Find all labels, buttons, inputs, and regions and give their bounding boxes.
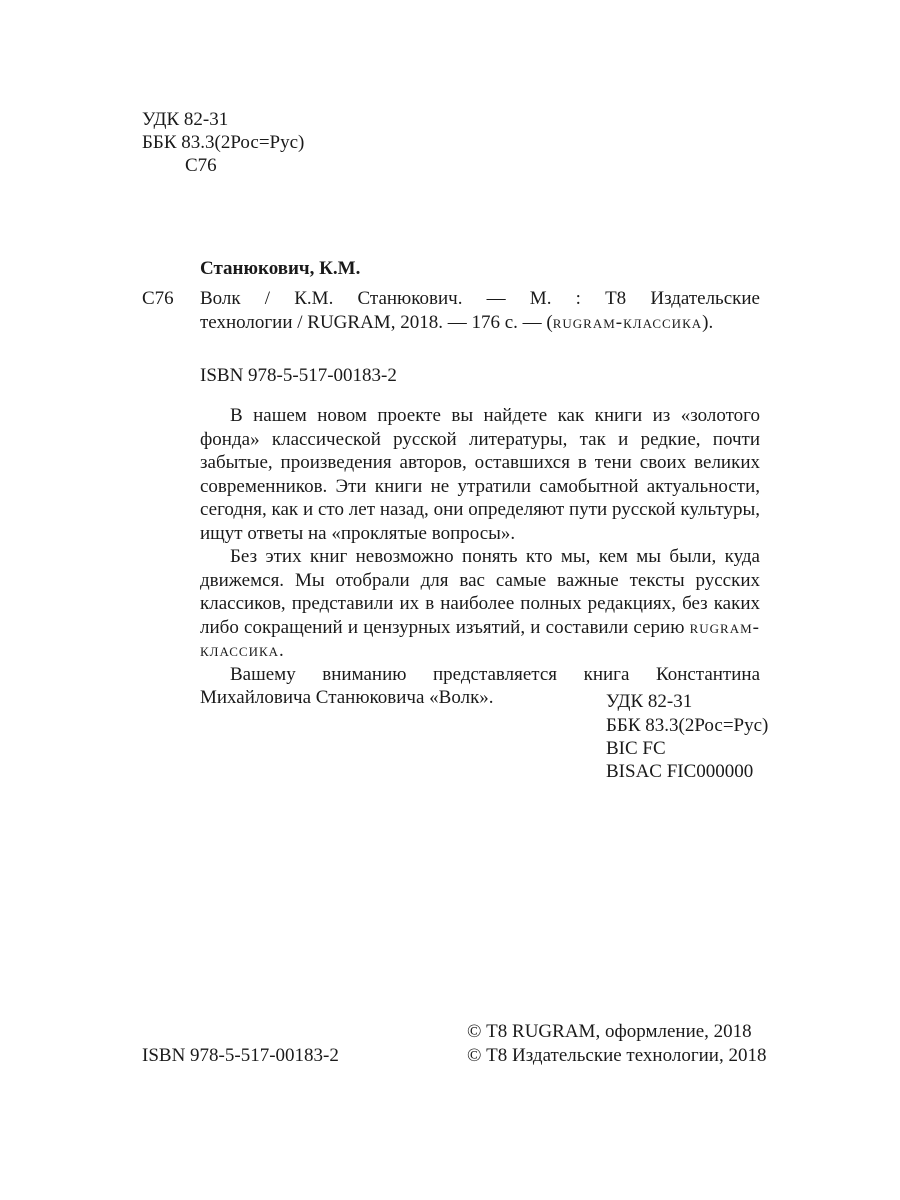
copyright-t8: © Т8 Издательские технологии, 2018 bbox=[467, 1045, 767, 1066]
udk-bottom: УДК 82-31 bbox=[606, 691, 693, 712]
copyright-rugram: © Т8 RUGRAM, оформление, 2018 bbox=[467, 1021, 752, 1042]
bbk-bottom: ББК 83.3(2Рос=Рус) bbox=[606, 715, 769, 736]
annotation-paragraph-3: Вашему вниманию представляется книга Константина Михайловича Станюковича «Волк». bbox=[200, 663, 760, 708]
author-mark-entry: С76 bbox=[142, 288, 174, 309]
annotation-paragraph-1: В нашем новом проекте вы найдете как книги из «золотого фонда» классической русской литературы, так и редкие, почти забытые, произведения авторов, оставшихся в тени своих великих современников. Эти книги не утратили самобытной актуальности, сегодня, как и сто лет назад, они определяют пути русской культуры, ищут ответы на «проклятые вопросы». bbox=[200, 405, 760, 544]
annotation-paragraph-2 bbox=[200, 545, 760, 663]
author-mark-top: С76 bbox=[185, 155, 217, 176]
udk-top: УДК 82-31 bbox=[142, 109, 229, 130]
annotation-series-name: rugram-классика bbox=[200, 616, 761, 661]
entry-line-2-suffix: ). bbox=[702, 312, 714, 333]
annotation bbox=[200, 404, 760, 710]
entry-line-2 bbox=[200, 311, 760, 335]
isbn-footer: ISBN 978-5-517-00183-2 bbox=[142, 1045, 339, 1066]
bbk-top: ББК 83.3(2Рос=Рус) bbox=[142, 132, 305, 153]
entry-line-2-prefix: технологии / RUGRAM, 2018. — 176 с. — ( bbox=[200, 312, 553, 333]
bisac-code: BISAC FIC000000 bbox=[606, 761, 754, 782]
annotation-paragraph-2-end: . bbox=[279, 640, 284, 661]
entry-line-1: Волк / К.М. Станюкович. — М. : Т8 Издательские bbox=[200, 288, 760, 309]
author-heading: Станюкович, К.М. bbox=[200, 258, 361, 279]
series-name: rugram-классика bbox=[552, 312, 703, 333]
isbn-entry: ISBN 978-5-517-00183-2 bbox=[200, 365, 397, 386]
bic-code: BIC FC bbox=[606, 738, 666, 759]
annotation-paragraph-2-text: Без этих книг невозможно понять кто мы, кем мы были, куда движемся. Мы отобрали для вас самые важные тексты русских классиков, представили их в наиболее полных редакциях, без каких либо сокращений и цензурных изъятий, и составили серию bbox=[200, 546, 760, 638]
